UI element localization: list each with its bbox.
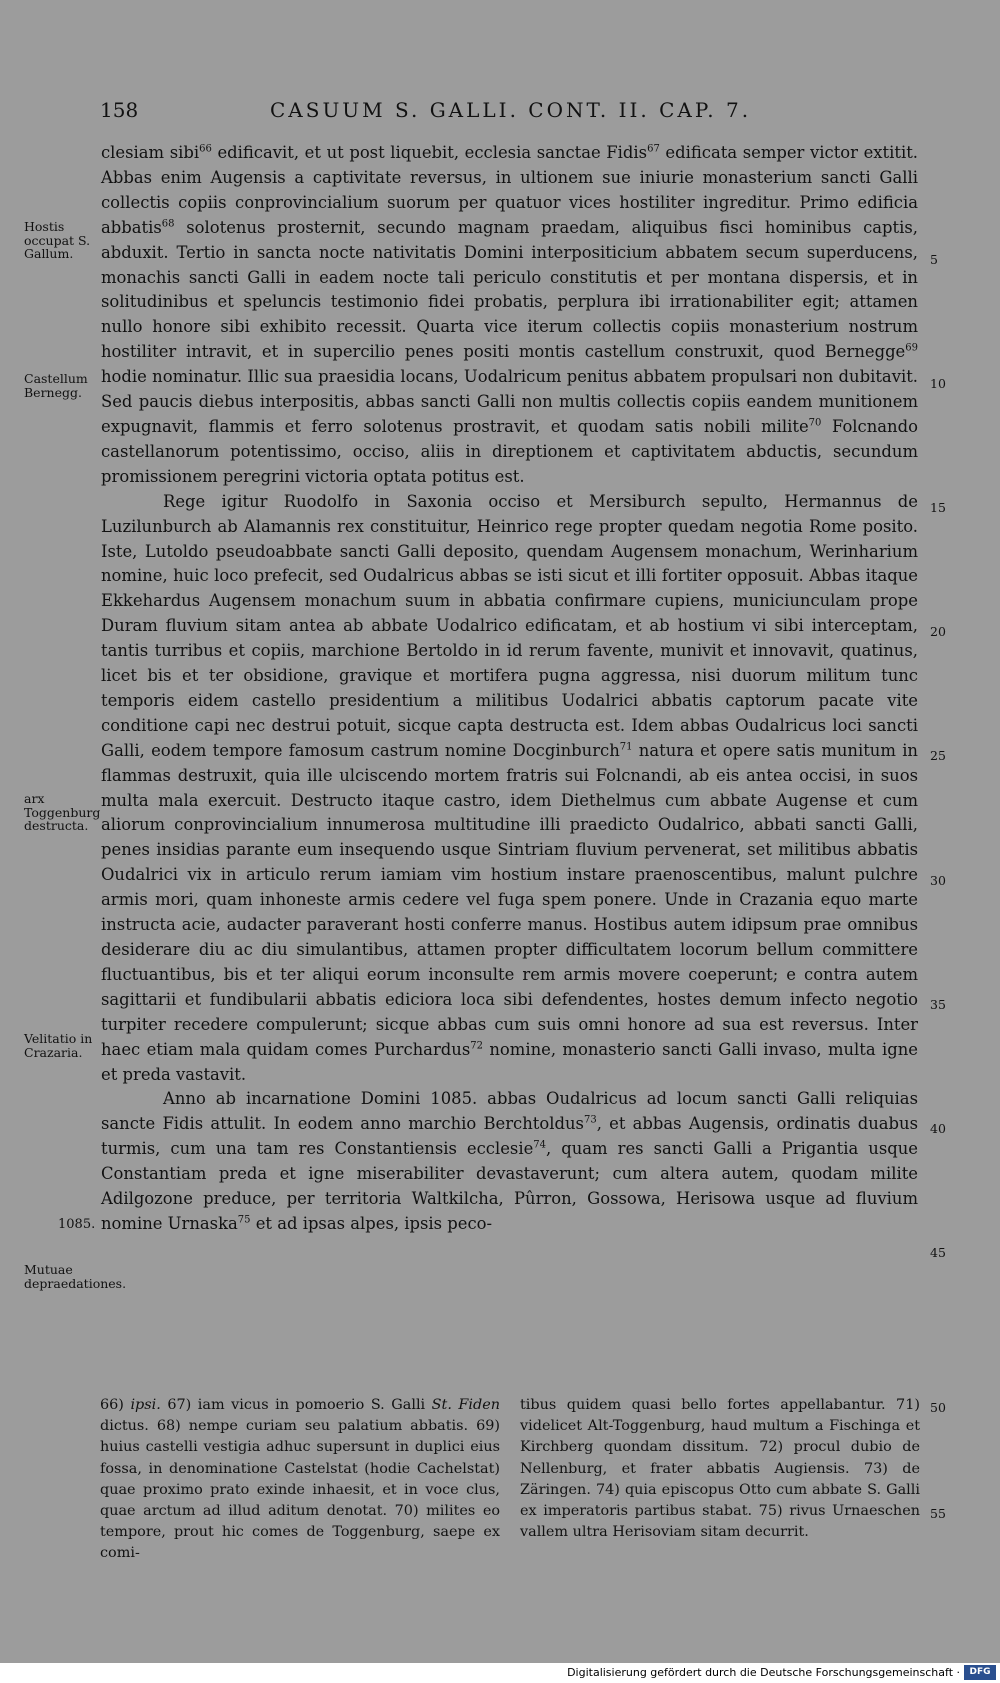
main-text	[101, 141, 918, 1237]
paragraph	[101, 490, 918, 1088]
line-number: 50	[930, 1400, 946, 1415]
text-run: Folcnando castellanorum potentissimo, occiso, aliis in direptionem et captivitatem abductis, secundum promissionem peregrini victoria optata potitus est.	[101, 416, 918, 486]
footnote-ref: 75	[237, 1214, 251, 1226]
text-run: , quam res sancti Galli a Prigantia usque Constantiam preda et igne miserabiliter devastaverunt; cum altera autem, quodam milite Adilgozone preduce, per territoria Waltkilcha, Pûrron, Gossowa, Herisowa usque ad fluvium nomine Urnaska	[101, 1139, 918, 1233]
margin-note: Mutuae depraedationes.	[24, 1262, 127, 1291]
footnote-ref: 67	[647, 143, 660, 155]
footnote-text: tibus quidem quasi bello fortes appellabantur. 71) videlicet Alt-Toggenburg, haud multum a Fischinga et Kirchberg quondam dissitum. 72) procul dubio de Nellenburg, et frater abbatis Augiensis. 73) de Zäringen. 74) quia episcopus Otto cum abbate S. Galli ex imperatoris partibus stabat. 75) rivus Urnaeschen vallem ultra Herisoviam sitam decurrit.	[520, 1397, 920, 1541]
page-number: 158	[100, 98, 139, 122]
line-number: 55	[930, 1506, 946, 1521]
footnote-ref: 66	[199, 143, 212, 155]
footnote-ref: 71	[619, 741, 633, 753]
footnote-column-right	[520, 1395, 920, 1543]
text-run: natura et opere satis munitum in flammas destruxit, quia ille ulciscendo mortem fratris sui Folcnandi, ab eis antea occisi, in suos multa mala exercuit. Destructo itaque castro, idem Diethelmus cum abbate Augense et cum aliorum conprovincialium innumerosa multitudine illi praedicto Oudalrico, abbati sancti Galli, penes insidias parante eum insequendo usque Sintriam fluvium pervenerat, set militibus abbatis Oudalrici vix in articulo rerum iamiam vim hostium instare praenoscentibus, malunt pulchre armis mori, quam inhoneste armis cedere vel fuga spem ponere. Unde in Crazania equo marte instructa acie, audacter paraverant hosti conferre manus. Hostibus autem idipsum prae omnibus desiderare diu ac diu simulantibus, attamen propter difficultatem locorum bellum committere fluctuantibus, bis et ter aliqui eorum inconsulte rem armis movere coeperunt; e contra autem sagittarii et fundibularii abbatis ediciora loca sibi defendentes, hostes demum infecto negotio turpiter recedere compulerunt; sicque abbas cum suis omni honore ad sua est reversus. Inter haec etiam mala quidam comes Purchardus	[101, 740, 918, 1059]
line-number: 40	[930, 1121, 946, 1136]
line-number: 45	[930, 1245, 946, 1260]
footnote-ref: 69	[905, 342, 918, 354]
text-run: dictus. 68) nempe curiam seu palatium abbatis. 69) huius castelli vestigia adhuc supersunt in duplici eius fossa, in denominatione Castelstat (hodie Cachelstat) quae proximo prato exinde inhaesit, et in voce clus, quae arctum ad illud aditum denotat. 70) milites eo tempore, prout hic comes de Toggenburg, saepe ex comi-	[100, 1418, 500, 1562]
text-run: 67) iam vicus in pomoerio S. Galli	[160, 1397, 432, 1413]
text-run: et ad ipsas alpes, ipsis peco-	[250, 1213, 493, 1233]
footnote-ref: 68	[161, 218, 175, 230]
footnote-ref: 73	[583, 1114, 597, 1126]
text-run: hodie nominatur. Illic sua praesidia locans, Uodalricum penitus abbatem propulsari non dubitavit. Sed paucis diebus interpositis, abbas sancti Galli non multis collectis copiis eandem munitionem expugnavit, flammis et ferro solotenus prostravit, et quodam satis nobili milite	[101, 367, 918, 436]
line-number: 30	[930, 873, 946, 888]
paragraph	[101, 141, 918, 490]
text-run: Anno ab incarnatione Domini 1085. abbas Oudalricus ad locum sancti Galli reliquias sancte Fidis attulit. In eodem anno marchio Berchtoldus	[101, 1089, 918, 1134]
line-number: 15	[930, 500, 946, 515]
digitization-credit: Digitalisierung gefördert durch die Deutsche Forschungsgemeinschaft ·	[567, 1666, 960, 1679]
margin-note: Hostis occupat S. Gallum.	[24, 219, 91, 261]
footnotes	[100, 1395, 920, 1575]
text-run: 66)	[100, 1397, 131, 1413]
line-number: 35	[930, 997, 946, 1012]
footnote-column-left	[100, 1395, 500, 1565]
line-number: 10	[930, 376, 946, 391]
footnote-text	[100, 1395, 500, 1565]
margin-year: 1085.	[58, 1217, 96, 1232]
paragraph	[101, 1087, 918, 1236]
margin-note: Velitatio in Crazaria.	[24, 1031, 93, 1060]
page-header	[100, 98, 920, 128]
text-run: clesiam sibi	[101, 143, 200, 162]
line-number: 25	[930, 748, 946, 763]
line-number: 5	[930, 252, 938, 267]
margin-note: Castellum Bernegg.	[24, 371, 88, 400]
text-run: edificata semper victor extitit. Abbas enim Augensis a captivitate reversus, in ultionem sue iniurie monasterium sancti Galli collectis copiis conprovincialium suorum per quatuor vices hostiliter ingreditur. Primo edificia abbatis	[101, 143, 918, 237]
margin-note: arx Toggenburg destructa.	[24, 791, 101, 833]
footnote-ref: 70	[808, 417, 822, 429]
text-run: Rege igitur Ruodolfo in Saxonia occiso et Mersiburch sepulto, Hermannus de Luzilunburch ab Alamannis rex constituitur, Heinrico rege propter quedam negotia Rome posito. Iste, Lutoldo pseudoabbate sancti Galli deposito, quendam Augensem monachum, Werinharium nomine, huic loco prefecit, sed Oudalricus abbas se isti sicut et illi fortiter opposuit. Abbas itaque Ekkehardus Augensem monachum suum in abbatia confirmare cupiens, municiunculam prope Duram fluvium sitam antea ab abbate Uodalrico edificatam, et ab hostium vi sibi interceptam, tantis turribus et copiis, marchione Bertoldo in id rerum favente, munivit et innovavit, quatinus, licet bis et ter obsidione, gravique et mortifera pugna aggressa, nisi duorum militum tunc temporis eidem castello presidentium a militibus Uodalrici abbatis captorum pacate vite conditione capi nec destrui potuit, sicque capta destructa est. Idem abbas Oudalricus loci sancti Galli, eodem tempore famosum castrum nomine Docginburch	[101, 491, 918, 760]
italic-text: ipsi.	[130, 1397, 161, 1413]
footnote-ref: 72	[470, 1040, 483, 1052]
footer-bar	[0, 1663, 1000, 1683]
running-title: CASUUM S. GALLI. CONT. II. CAP. 7.	[270, 98, 752, 122]
italic-text: St. Fiden	[431, 1397, 500, 1413]
footnote-ref: 74	[533, 1139, 547, 1151]
dfg-logo: DFG	[964, 1665, 996, 1680]
text-run: edificavit, et ut post liquebit, ecclesia sanctae Fidis	[211, 143, 648, 162]
text-run: , et abbas Augensis, ordinatis duabus turmis, cum una tam res Constantiensis ecclesie	[101, 1114, 918, 1159]
text-run: nomine, monasterio sancti Galli invaso, multa igne et preda vastavit.	[101, 1039, 918, 1084]
text-run: solotenus prosternit, secundo magnam praedam, aliquibus fisci hominibus captis, abduxit. Tertio in sancta nocte nativitatis Domini interpositicium abbatem secum superducens, monachis sancti Galli in eadem nocte tali periculo constitutis et per montana dispersis, et in solitudinibus et speluncis testimonio fidei probatis, perplura ibi irrationabiliter egit; attamen nullo honore sibi exhibito recessit. Quarta vice iterum collectis copiis monasterium nostrum hostiliter intravit, et in supercilio penes positi montis castellum construxit, quod Bernegge	[101, 217, 918, 362]
line-number: 20	[930, 624, 946, 639]
